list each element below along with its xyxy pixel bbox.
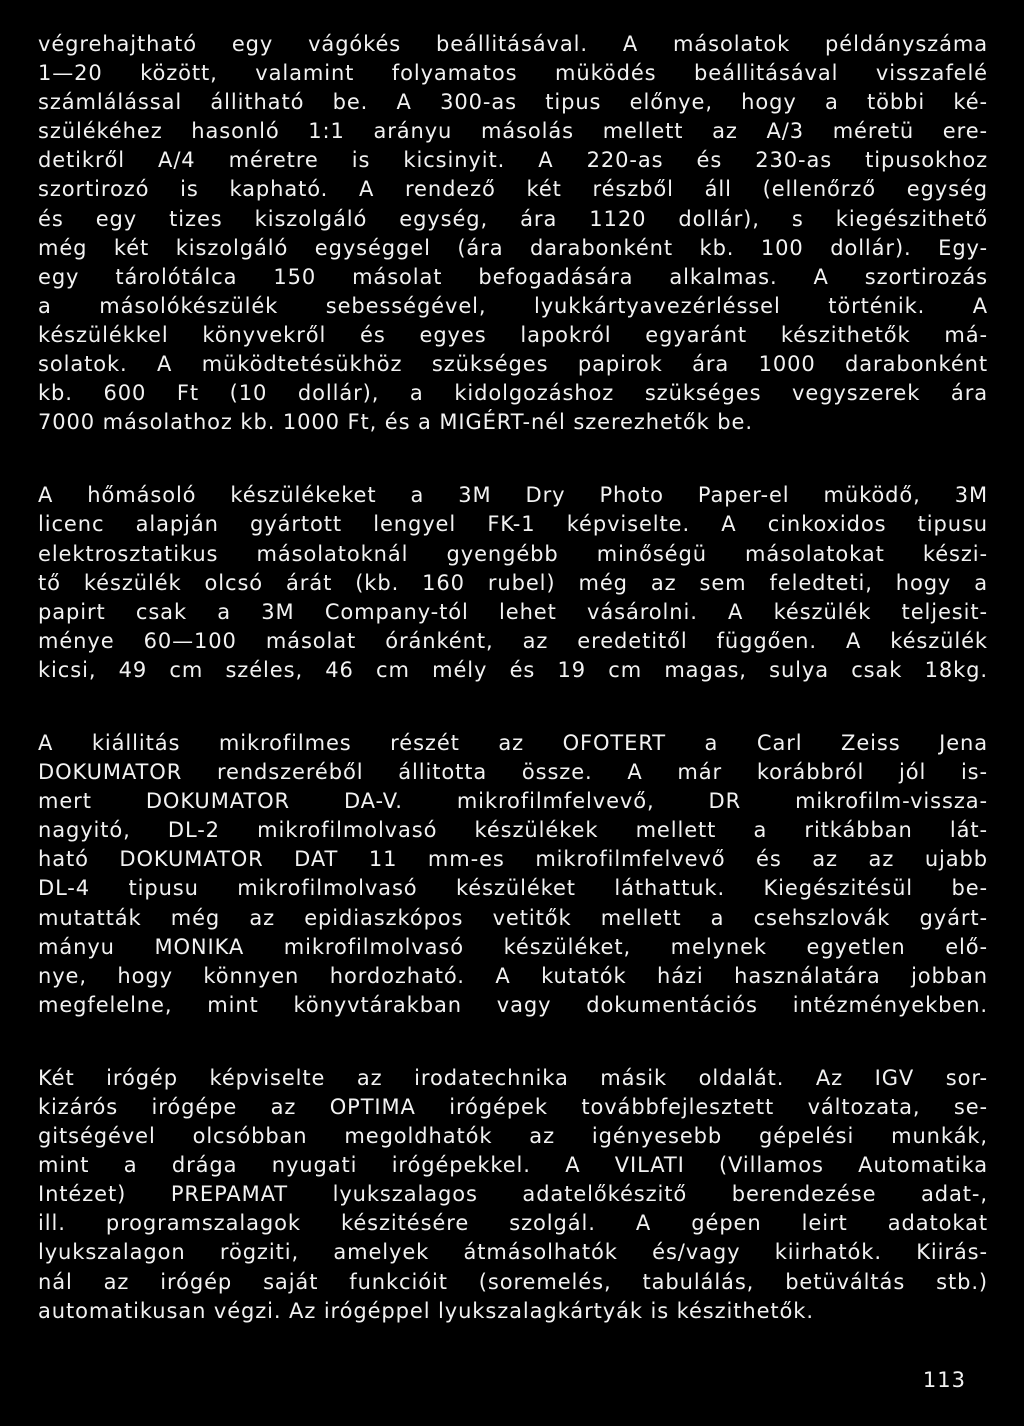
text-line: egy tárolótálca 150 másolat befogadására alkalmas. A szortirozás (38, 264, 988, 289)
text-line: mutatták még az epidiaszkópos vetitők mellett a csehszlovák gyárt- (38, 905, 988, 930)
text-line: kizárós irógépe az OPTIMA irógépek továbbfejlesztett változata, se- (38, 1095, 988, 1119)
text-line: ménye 60—100 másolat óránként, az eredetitől függően. A készülék (38, 628, 988, 653)
text-line: elektrosztatikus másolatoknál gyengébb minőségü másolatokat készi- (38, 541, 988, 566)
text-line: mányu MONIKA mikrofilmolvasó készüléket, melynek egyetlen elő- (38, 934, 988, 959)
paragraph-typewriter (38, 1064, 988, 1326)
text-line: szortirozó is kapható. A rendező két részből áll (ellenőrző egység (38, 177, 988, 202)
text-line: papirt csak a 3M Company-tól lehet vásárolni. A készülék teljesit- (38, 599, 988, 624)
text-line: mint a drága nyugati irógépekkel. A VILATI (Villamos Automatika (38, 1153, 988, 1178)
paragraph-gap (38, 437, 988, 481)
paragraph-thermal-copier (38, 481, 988, 685)
text-line: Két irógép képviselte az irodatechnika másik oldalát. Az IGV sor- (38, 1065, 988, 1090)
text-line: nye, hogy könnyen hordozható. A kutatók házi használatára jobban (38, 963, 988, 988)
paragraph-microfilm (38, 729, 988, 1020)
text-line: licenc alapján gyártott lengyel FK-1 képviselte. A cinkoxidos tipusu (38, 512, 988, 537)
text-line: megfelelne, mint könyvtárakban vagy dokumentációs intézményekben. (38, 992, 988, 1017)
text-line: Intézet) PREPAMAT lyukszalagos adatelőkészitő berendezése adat-, (38, 1182, 988, 1207)
paragraph-gap (38, 1020, 988, 1064)
text-line: lyukszalagon rögziti, amelyek átmásolhatók és/vagy kiirhatók. Kiirás- (38, 1240, 988, 1265)
text-line: kicsi, 49 cm széles, 46 cm mély és 19 cm magas, sulya csak 18kg. (38, 657, 988, 682)
text-line: DL-4 tipusu mikrofilmolvasó készüléket láthattuk. Kiegészitésül be- (38, 876, 988, 901)
text-line: számlálással állitható be. A 300-as tipus előnye, hogy a többi ké- (38, 90, 988, 115)
text-line: és egy tizes kiszolgáló egység, ára 1120 dollár), s kiegészithető (38, 206, 988, 231)
text-line: tő készülék olcsó árát (kb. 160 rubel) még az sem feledteti, hogy a (38, 570, 988, 595)
text-line: mert DOKUMATOR DA-V. mikrofilmfelvevő, DR mikrofilm-vissza- (38, 789, 988, 814)
text-line: solatok. A müködtetésükhöz szükséges papirok ára 1000 darabonként (38, 352, 988, 377)
text-line: kb. 600 Ft (10 dollár), a kidolgozáshoz szükséges vegyszerek ára (38, 381, 988, 406)
text-line: A hőmásoló készülékeket a 3M Dry Photo Paper-el müködő, 3M (38, 483, 988, 508)
text-line: detikről A/4 méretre is kicsinyit. A 220-as és 230-as tipusokhoz (38, 148, 988, 173)
text-line: ható DOKUMATOR DAT 11 mm-es mikrofilmfelvevő és az az ujabb (38, 847, 988, 872)
paragraph-gap (38, 685, 988, 729)
text-line: A kiállitás mikrofilmes részét az OFOTERT a Carl Zeiss Jena (38, 730, 988, 755)
text-line: 7000 másolathoz kb. 1000 Ft, és a MIGÉRT-nél szerezhetők be. (38, 410, 753, 435)
text-line: a másolókészülék sebességével, lyukkártyavezérléssel történik. A (38, 293, 988, 318)
text-line: végrehajtható egy vágókés beállitásával. A másolatok példányszáma (38, 32, 988, 56)
text-line: készülékkel könyvekről és egyes lapokról egyaránt készithetők má- (38, 322, 988, 347)
page-number: 113 (922, 1368, 966, 1392)
text-line: nál az irógép saját funkcióit (soremelés, tabulálás, betüváltás stb.) (38, 1269, 988, 1294)
text-line: ill. programszalagok készitésére szolgál. A gépen leirt adatokat (38, 1211, 988, 1236)
text-line: nagyitó, DL-2 mikrofilmolvasó készülékek mellett a ritkábban lát- (38, 818, 988, 843)
text-line: szülékéhez hasonló 1:1 arányu másolás mellett az A/3 méretü ere- (38, 119, 988, 144)
document-page (38, 30, 988, 1326)
text-line: DOKUMATOR rendszeréből állitotta össze. A már korábbról jól is- (38, 760, 988, 785)
paragraph-copier-sorter (38, 30, 988, 437)
text-line: 1—20 között, valamint folyamatos müködés beállitásával visszafelé (38, 61, 988, 86)
text-line: automatikusan végzi. Az irógéppel lyukszalagkártyák is készithetők. (38, 1298, 814, 1323)
text-line: még két kiszolgáló egységgel (ára darabonként kb. 100 dollár). Egy- (38, 235, 988, 260)
text-line: gitségével olcsóbban megoldhatók az igényesebb gépelési munkák, (38, 1124, 988, 1149)
